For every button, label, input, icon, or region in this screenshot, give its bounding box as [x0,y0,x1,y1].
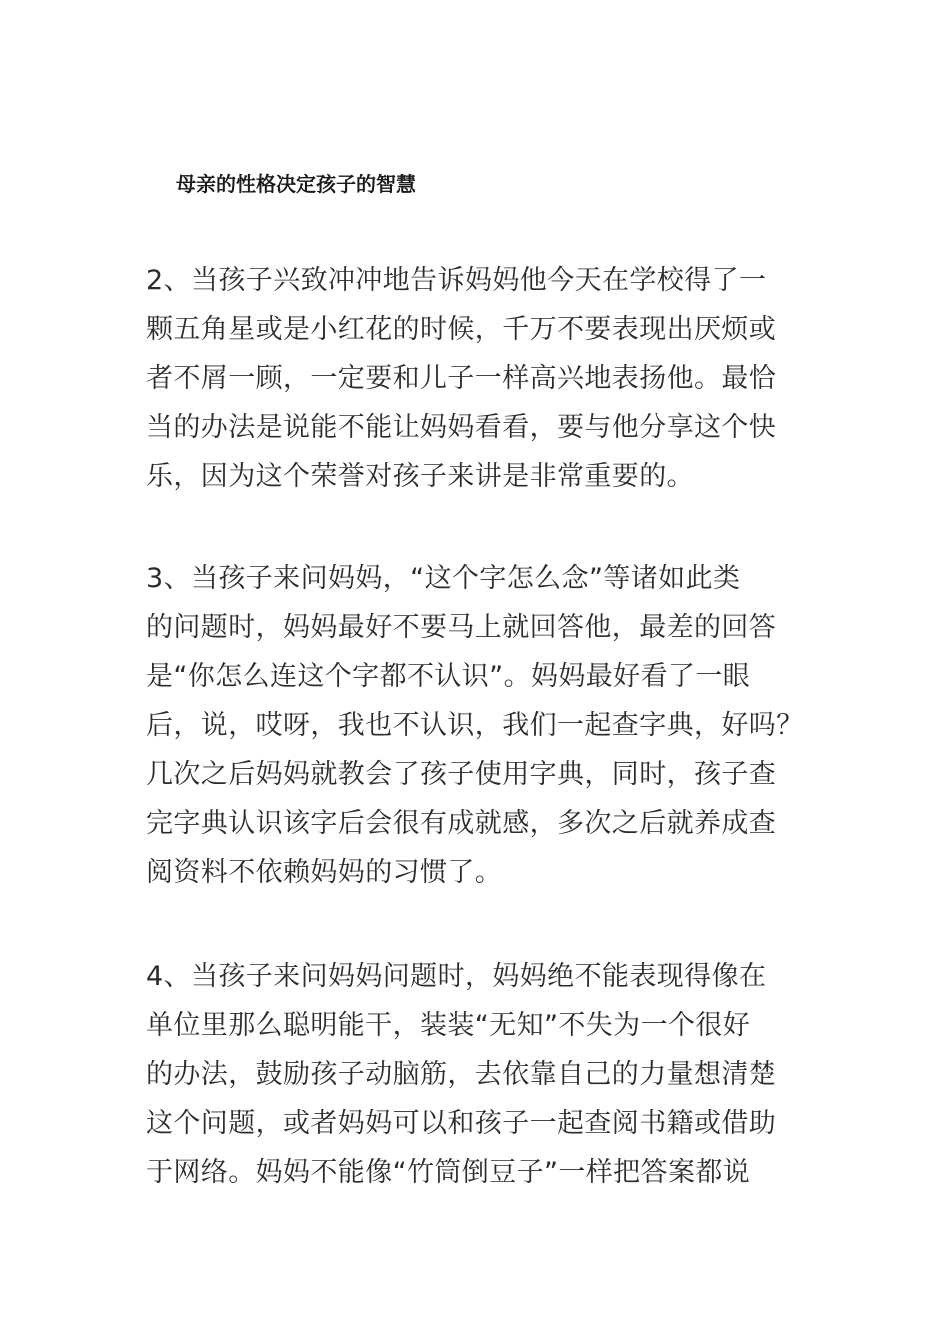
paragraph-line: 后，说，哎呀，我也不认识，我们一起查字典，好吗？ [146,710,804,741]
paragraph-line: 几次之后妈妈就教会了孩子使用字典，同时，孩子查 [146,759,777,790]
paragraph-line: 3、当孩子来问妈妈，“这个字怎么念”等诸如此类 [146,563,741,594]
paragraph-2 [146,256,836,501]
paragraph-line: 单位里那么聪明能干，装装“无知”不失为一个很好 [146,1010,751,1041]
document-title: 母亲的性格决定孩子的智慧 [176,172,416,196]
paragraph-line: 2、当孩子兴致冲冲地告诉妈妈他今天在学校得了一 [146,265,767,296]
paragraph-3 [146,554,836,897]
paragraph-line: 于网络。妈妈不能像“竹筒倒豆子”一样把答案都说 [146,1157,751,1188]
paragraph-line: 阅资料不依赖妈妈的习惯了。 [146,857,503,888]
paragraph-line: 者不屑一顾，一定要和儿子一样高兴地表扬他。最恰 [146,363,777,394]
paragraph-line: 当的办法是说能不能让妈妈看看，要与他分享这个快 [146,412,777,443]
paragraph-line: 这个问题，或者妈妈可以和孩子一起查阅书籍或借助 [146,1108,777,1139]
paragraph-line: 是“你怎么连这个字都不认识”。妈妈最好看了一眼 [146,661,751,692]
paragraph-line: 完字典认识该字后会很有成就感，多次之后就养成查 [146,808,777,839]
paragraph-line: 颗五角星或是小红花的时候，千万不要表现出厌烦或 [146,314,777,345]
paragraph-line: 乐，因为这个荣誉对孩子来讲是非常重要的。 [146,461,694,492]
paragraph-4 [146,952,836,1197]
paragraph-line: 的办法，鼓励孩子动脑筋，去依靠自己的力量想清楚 [146,1059,777,1090]
paragraph-line: 4、当孩子来问妈妈问题时，妈妈绝不能表现得像在 [146,961,767,992]
paragraph-line: 的问题时，妈妈最好不要马上就回答他，最差的回答 [146,612,777,643]
